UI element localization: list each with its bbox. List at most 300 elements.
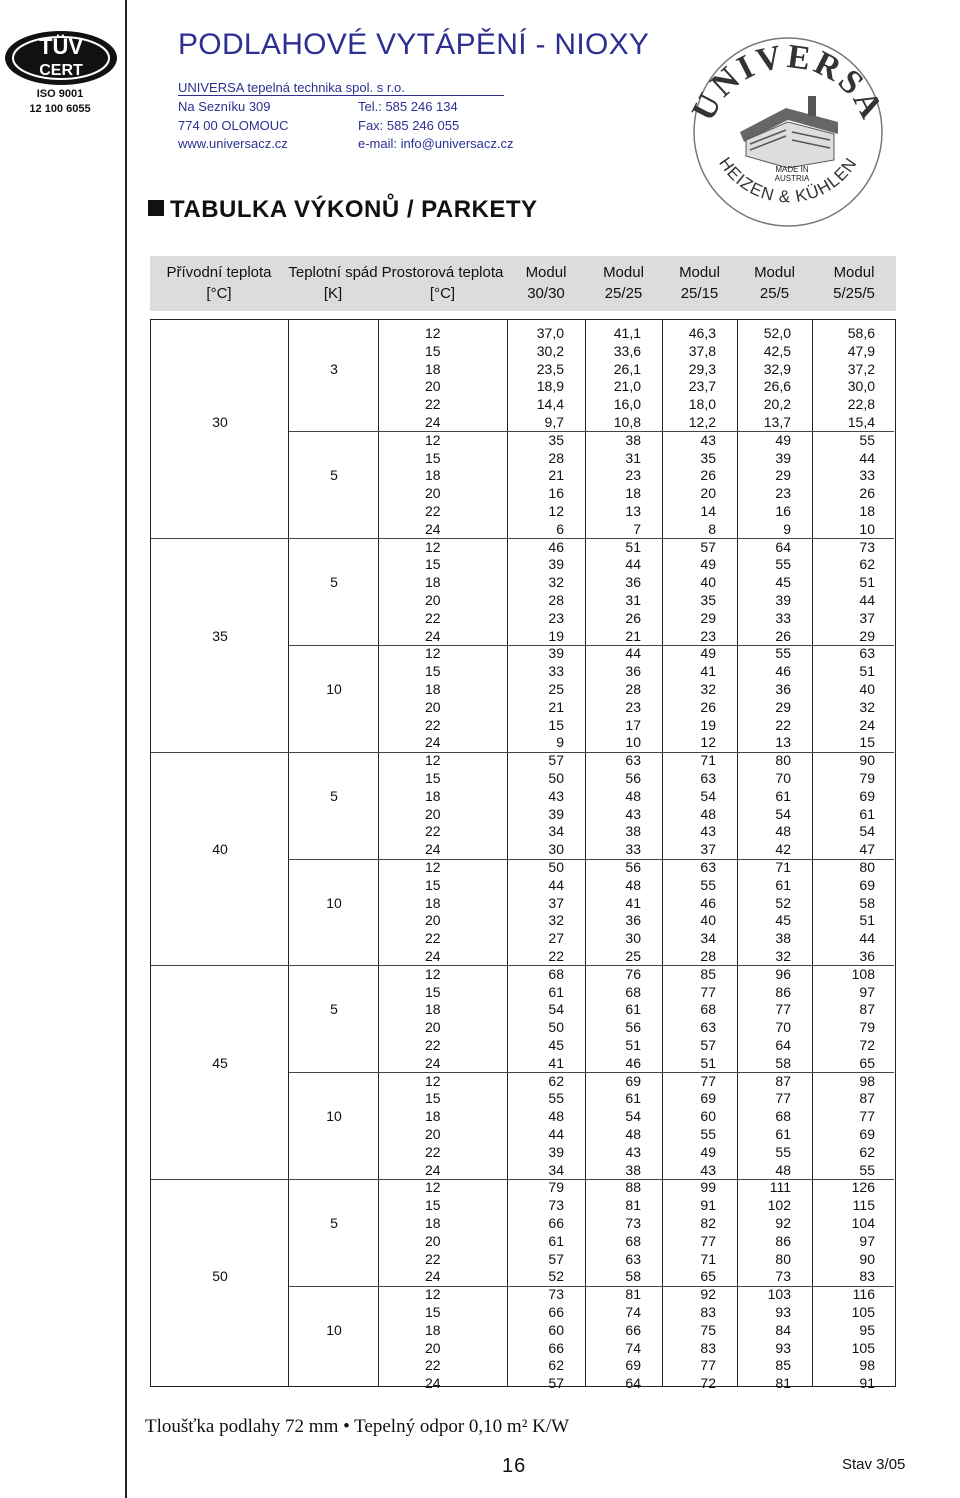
output-value-cell: 36 [859, 948, 875, 964]
output-value-cell: 51 [625, 1037, 641, 1053]
room-temp-cell: 15 [425, 1197, 441, 1214]
output-value-cell: 35 [700, 592, 716, 608]
output-value-cell: 38 [625, 1161, 641, 1178]
temperature-drop-cell: 10 [326, 1108, 342, 1125]
output-value-cell: 13 [775, 734, 791, 751]
supply-temp-cell: 45 [212, 1054, 228, 1071]
header-unit: 30/30 [527, 285, 565, 302]
output-value-cell: 34 [700, 930, 716, 947]
output-value-cell: 95 [859, 1321, 875, 1338]
output-value-cell: 48 [775, 1161, 791, 1178]
supply-temp-cell: 40 [212, 841, 228, 858]
output-value-cell: 72 [700, 1375, 716, 1392]
temperature-drop-cell: 10 [326, 681, 342, 697]
output-value-cell: 22 [548, 948, 564, 964]
output-value-cell: 81 [625, 1197, 641, 1214]
output-value-cell: 15 [548, 716, 564, 733]
output-value-cell: 81 [625, 1286, 641, 1303]
room-temp-cell: 20 [425, 1232, 441, 1249]
section-title [148, 196, 538, 224]
header-label: Modul [754, 264, 795, 281]
output-value-cell: 69 [859, 876, 875, 893]
room-temp-cell: 20 [425, 1019, 441, 1036]
output-value-cell: 43 [700, 823, 716, 840]
output-value-cell: 17 [625, 716, 641, 733]
header-label: Přívodní teplota [166, 264, 272, 281]
room-temp-cell: 18 [425, 1108, 441, 1125]
room-temp-cell: 22 [425, 396, 441, 413]
table-body [150, 319, 896, 1392]
output-value-cell: 68 [775, 1108, 791, 1125]
output-value-cell: 55 [700, 876, 716, 893]
output-value-cell: 41 [625, 894, 641, 911]
output-value-cell: 30 [625, 930, 641, 947]
output-value-cell: 52 [548, 1268, 564, 1285]
output-value-cell: 48 [625, 1126, 641, 1142]
output-value-cell: 6 [556, 520, 564, 537]
output-value-cell: 71 [700, 752, 716, 769]
output-value-cell: 69 [859, 787, 875, 804]
iso-label: ISO 9001 [36, 88, 84, 100]
output-value-cell: 64 [775, 538, 791, 555]
logo-country: AUSTRIA [774, 174, 810, 183]
output-value-cell: 55 [859, 431, 875, 448]
output-value-cell: 31 [625, 592, 641, 608]
room-temp-cell: 12 [425, 859, 441, 875]
tuv-mark: CERT [39, 62, 83, 79]
output-value-cell: 77 [859, 1108, 875, 1125]
output-value-cell: 108 [851, 965, 875, 982]
output-value-cell: 61 [775, 876, 791, 893]
output-value-cell: 38 [625, 823, 641, 840]
output-value-cell: 68 [625, 1232, 641, 1249]
output-value-cell: 69 [625, 1357, 641, 1374]
output-value-cell: 71 [775, 859, 791, 875]
output-value-cell: 60 [700, 1108, 716, 1125]
room-temp-cell: 22 [425, 1037, 441, 1053]
output-value-cell: 63 [700, 1019, 716, 1036]
room-temp-cell: 12 [425, 965, 441, 982]
output-value-cell: 55 [700, 1126, 716, 1142]
header-label: Prostorová teplota [381, 264, 504, 281]
output-value-cell: 34 [548, 823, 564, 840]
header-cell [662, 262, 737, 304]
output-value-cell: 39 [548, 556, 564, 573]
output-value-cell: 56 [625, 1019, 641, 1036]
room-temp-cell: 20 [425, 1339, 441, 1356]
output-value-cell: 73 [625, 1215, 641, 1231]
room-temp-cell: 18 [425, 467, 441, 484]
supply-temp-cell: 50 [212, 1268, 228, 1285]
output-value-cell: 43 [548, 787, 564, 804]
output-value-cell: 44 [625, 645, 641, 662]
output-value-cell: 83 [700, 1304, 716, 1320]
room-temp-cell: 20 [425, 485, 441, 502]
output-value-cell: 55 [775, 556, 791, 573]
output-value-cell: 20 [700, 485, 716, 502]
output-value-cell: 36 [625, 912, 641, 929]
output-value-cell: 93 [775, 1304, 791, 1320]
output-value-cell: 9 [556, 734, 564, 751]
output-value-cell: 98 [859, 1357, 875, 1374]
output-value-cell: 57 [548, 752, 564, 769]
output-value-cell: 54 [548, 1001, 564, 1018]
output-value-cell: 57 [548, 1375, 564, 1392]
output-value-cell: 40 [859, 681, 875, 697]
output-value-cell: 55 [859, 1161, 875, 1178]
room-temp-cell: 24 [425, 841, 441, 858]
output-value-cell: 56 [625, 859, 641, 875]
room-temp-cell: 22 [425, 1250, 441, 1267]
room-temp-cell: 24 [425, 627, 441, 644]
phone: Tel.: 585 246 134 [358, 99, 458, 114]
output-value-cell: 45 [548, 1037, 564, 1053]
header-cell [585, 262, 662, 304]
table-header [150, 256, 896, 311]
output-value-cell: 103 [767, 1286, 791, 1303]
output-value-cell: 49 [700, 556, 716, 573]
output-value-cell: 19 [548, 627, 564, 644]
output-value-cell: 33 [548, 663, 564, 680]
output-value-cell: 80 [775, 1250, 791, 1267]
output-value-cell: 57 [700, 538, 716, 555]
output-value-cell: 51 [859, 663, 875, 680]
room-temp-cell: 18 [425, 894, 441, 911]
output-value-cell: 70 [775, 770, 791, 786]
room-temp-cell: 15 [425, 449, 441, 466]
page-title: PODLAHOVÉ VYTÁPĚNÍ - NIOXY [178, 28, 650, 61]
output-value-cell: 93 [775, 1339, 791, 1356]
output-value-cell: 15 [859, 734, 875, 751]
output-value-cell: 22,8 [847, 396, 875, 413]
output-value-cell: 44 [625, 556, 641, 573]
output-value-cell: 41 [548, 1054, 564, 1071]
output-value-cell: 48 [625, 787, 641, 804]
output-value-cell: 54 [625, 1108, 641, 1125]
output-value-cell: 62 [859, 1143, 875, 1160]
header-label: Modul [603, 264, 644, 281]
output-value-cell: 87 [775, 1072, 791, 1089]
output-value-cell: 61 [625, 1090, 641, 1107]
output-value-cell: 39 [548, 805, 564, 822]
room-temp-cell: 24 [425, 1375, 441, 1392]
output-value-cell: 44 [548, 1126, 564, 1142]
output-value-cell: 81 [775, 1375, 791, 1392]
room-temp-cell: 12 [425, 431, 441, 448]
output-value-cell: 80 [859, 859, 875, 875]
output-value-cell: 21 [548, 698, 564, 715]
header-label: Modul [833, 264, 875, 281]
output-value-cell: 26,6 [763, 378, 791, 395]
output-value-cell: 56 [625, 770, 641, 786]
output-value-cell: 90 [859, 752, 875, 769]
output-value-cell: 55 [775, 645, 791, 662]
output-value-cell: 39 [775, 592, 791, 608]
output-value-cell: 23 [625, 467, 641, 484]
supply-temp-cell: 30 [212, 414, 228, 430]
room-temp-cell: 15 [425, 876, 441, 893]
output-value-cell: 38 [775, 930, 791, 947]
output-value-cell: 126 [851, 1179, 875, 1196]
output-value-cell: 69 [859, 1126, 875, 1142]
output-value-cell: 37 [700, 841, 716, 858]
universa-logo [688, 20, 888, 230]
output-value-cell: 79 [859, 770, 875, 786]
output-value-cell: 37,8 [688, 342, 716, 359]
output-value-cell: 41 [700, 663, 716, 680]
output-value-cell: 46 [625, 1054, 641, 1071]
header-label: Teplotní spád [288, 264, 378, 281]
output-value-cell: 47 [859, 841, 875, 858]
room-temp-cell: 22 [425, 930, 441, 947]
output-value-cell: 21,0 [613, 378, 641, 395]
email: e-mail: info@universacz.cz [358, 136, 514, 151]
output-value-cell: 92 [700, 1286, 716, 1303]
output-value-cell: 45 [775, 912, 791, 929]
output-value-cell: 58,6 [847, 325, 875, 341]
header-cell [812, 262, 896, 304]
output-value-cell: 12,2 [688, 414, 716, 430]
output-value-cell: 58 [775, 1054, 791, 1071]
output-value-cell: 51 [625, 538, 641, 555]
output-value-cell: 48 [548, 1108, 564, 1125]
room-temp-cell: 20 [425, 698, 441, 715]
output-value-cell: 29 [859, 627, 875, 644]
output-value-cell: 44 [548, 876, 564, 893]
supply-temp-cell: 35 [212, 627, 228, 644]
output-value-cell: 40 [700, 912, 716, 929]
output-value-cell: 23 [775, 485, 791, 502]
output-value-cell: 62 [548, 1072, 564, 1089]
output-value-cell: 42 [775, 841, 791, 858]
output-value-cell: 41,1 [613, 325, 641, 341]
output-value-cell: 42,5 [763, 342, 791, 359]
output-value-cell: 61 [775, 1126, 791, 1142]
output-value-cell: 34 [548, 1161, 564, 1178]
output-value-cell: 51 [859, 912, 875, 929]
output-value-cell: 30,2 [536, 342, 564, 359]
output-value-cell: 25 [625, 948, 641, 964]
room-temp-cell: 24 [425, 1054, 441, 1071]
header-unit: [K] [323, 285, 343, 302]
output-value-cell: 32 [548, 912, 564, 929]
output-value-cell: 52 [775, 894, 791, 911]
output-value-cell: 87 [859, 1001, 875, 1018]
temperature-drop-cell: 5 [330, 574, 338, 591]
room-temp-cell: 18 [425, 574, 441, 591]
output-value-cell: 92 [775, 1215, 791, 1231]
output-value-cell: 77 [700, 1232, 716, 1249]
header-cell [150, 262, 288, 304]
room-temp-cell: 15 [425, 342, 441, 359]
output-value-cell: 104 [851, 1215, 875, 1231]
temperature-drop-cell: 3 [330, 360, 338, 377]
output-value-cell: 96 [775, 965, 791, 982]
output-value-cell: 49 [775, 431, 791, 448]
room-temp-cell: 24 [425, 948, 441, 964]
room-temp-cell: 18 [425, 1321, 441, 1338]
output-value-cell: 72 [859, 1037, 875, 1053]
output-value-cell: 97 [859, 983, 875, 1000]
output-value-cell: 61 [548, 1232, 564, 1249]
output-value-cell: 63 [700, 859, 716, 875]
output-value-cell: 58 [859, 894, 875, 911]
square-bullet-icon [148, 200, 164, 216]
output-value-cell: 51 [700, 1054, 716, 1071]
output-value-cell: 91 [700, 1197, 716, 1214]
logo-slogan: HEIZEN & KÜHLEN [715, 153, 861, 207]
output-value-cell: 116 [852, 1286, 875, 1303]
output-value-cell: 13 [625, 503, 641, 519]
output-value-cell: 32 [700, 681, 716, 697]
output-value-cell: 32 [548, 574, 564, 591]
company-name: UNIVERSA tepelná technika spol. s r.o. [178, 80, 405, 95]
output-value-cell: 90 [859, 1250, 875, 1267]
header-unit: 25/25 [604, 285, 643, 302]
output-value-cell: 33 [625, 841, 641, 858]
output-value-cell: 70 [775, 1019, 791, 1036]
output-value-cell: 39 [775, 449, 791, 466]
output-value-cell: 44 [859, 449, 875, 466]
output-value-cell: 8 [708, 520, 716, 537]
logo-brand: UNIVERSA [688, 38, 888, 127]
output-value-cell: 7 [633, 520, 641, 537]
room-temp-cell: 22 [425, 609, 441, 626]
output-value-cell: 48 [625, 876, 641, 893]
room-temp-cell: 22 [425, 1357, 441, 1374]
output-value-cell: 12 [548, 503, 564, 519]
output-value-cell: 47,9 [847, 342, 875, 359]
output-value-cell: 61 [625, 1001, 641, 1018]
output-value-cell: 111 [769, 1179, 791, 1196]
output-value-cell: 74 [625, 1304, 641, 1320]
left-margin-rule [125, 0, 127, 1498]
output-value-cell: 66 [625, 1321, 641, 1338]
output-value-cell: 33 [775, 609, 791, 626]
temperature-drop-cell: 10 [326, 1321, 342, 1338]
room-temp-cell: 22 [425, 823, 441, 840]
output-value-cell: 79 [548, 1179, 564, 1196]
output-value-cell: 115 [852, 1197, 875, 1214]
output-value-cell: 37 [859, 609, 875, 626]
output-value-cell: 77 [700, 983, 716, 1000]
output-value-cell: 65 [700, 1268, 716, 1285]
output-value-cell: 65 [859, 1054, 875, 1071]
header-label: Modul [525, 264, 567, 281]
output-value-cell: 27 [548, 930, 564, 947]
room-temp-cell: 18 [425, 360, 441, 377]
output-value-cell: 62 [548, 1357, 564, 1374]
output-value-cell: 18,9 [536, 378, 564, 395]
output-value-cell: 14 [700, 503, 716, 519]
section-title-text: TABULKA VÝKONŮ / PARKETY [170, 196, 538, 223]
room-temp-cell: 12 [425, 752, 441, 769]
output-value-cell: 18 [625, 485, 641, 502]
room-temp-cell: 12 [425, 1179, 441, 1196]
output-value-cell: 37,0 [536, 325, 564, 341]
output-value-cell: 16 [775, 503, 791, 519]
output-value-cell: 49 [700, 1143, 716, 1160]
output-value-cell: 63 [700, 770, 716, 786]
output-value-cell: 33,6 [613, 342, 641, 359]
header-unit: 25/5 [759, 285, 790, 302]
output-value-cell: 30 [548, 841, 564, 858]
output-value-cell: 10 [859, 520, 875, 537]
output-value-cell: 98 [859, 1072, 875, 1089]
output-value-cell: 88 [625, 1179, 641, 1196]
header-unit: 5/25/5 [833, 285, 875, 302]
output-value-cell: 57 [548, 1250, 564, 1267]
output-value-cell: 46 [548, 538, 564, 555]
output-value-cell: 57 [700, 1037, 716, 1053]
output-value-cell: 33 [859, 467, 875, 484]
header-unit: 25/15 [680, 285, 719, 302]
output-value-cell: 80 [775, 752, 791, 769]
output-value-cell: 54 [700, 787, 716, 804]
output-value-cell: 37 [548, 894, 564, 911]
output-value-cell: 60 [548, 1321, 564, 1338]
output-value-cell: 26 [625, 609, 641, 626]
room-temp-cell: 15 [425, 1090, 441, 1107]
output-value-cell: 29 [700, 609, 716, 626]
output-value-cell: 39 [548, 1143, 564, 1160]
output-value-cell: 46 [700, 894, 716, 911]
output-value-cell: 84 [775, 1321, 791, 1338]
tuv-brand: TÜV [39, 34, 83, 59]
output-value-cell: 26,1 [613, 360, 641, 377]
output-value-cell: 73 [775, 1268, 791, 1285]
output-value-cell: 91 [859, 1375, 875, 1392]
room-temp-cell: 15 [425, 770, 441, 786]
header-cell [378, 262, 507, 304]
output-value-cell: 68 [700, 1001, 716, 1018]
room-temp-cell: 18 [425, 1001, 441, 1018]
output-value-cell: 28 [548, 449, 564, 466]
output-value-cell: 66 [548, 1304, 564, 1320]
output-value-cell: 20,2 [763, 396, 791, 413]
header-unit: [°C] [429, 285, 456, 302]
output-value-cell: 32 [859, 698, 875, 715]
output-value-cell: 50 [548, 770, 564, 786]
version-stamp: Stav 3/05 [842, 1456, 906, 1473]
header-cell [288, 262, 378, 304]
room-temp-cell: 12 [425, 538, 441, 555]
cert-number: 12 100 6055 [29, 103, 91, 115]
output-value-cell: 23,5 [536, 360, 564, 377]
output-value-cell: 63 [625, 1250, 641, 1267]
output-value-cell: 97 [859, 1232, 875, 1249]
output-value-cell: 29 [775, 467, 791, 484]
output-value-cell: 77 [775, 1090, 791, 1107]
output-value-cell: 29,3 [688, 360, 716, 377]
output-value-cell: 68 [625, 983, 641, 1000]
room-temp-cell: 12 [425, 325, 441, 341]
output-value-cell: 26 [700, 698, 716, 715]
page-number: 16 [502, 1455, 527, 1477]
output-value-cell: 28 [548, 592, 564, 608]
output-value-cell: 19 [700, 716, 716, 733]
output-value-cell: 43 [625, 1143, 641, 1160]
output-value-cell: 85 [700, 965, 716, 982]
output-value-cell: 85 [775, 1357, 791, 1374]
output-value-cell: 32 [775, 948, 791, 964]
output-value-cell: 9 [783, 520, 791, 537]
room-temp-cell: 15 [425, 983, 441, 1000]
header-cell [737, 262, 812, 304]
output-value-cell: 48 [700, 805, 716, 822]
output-value-cell: 43 [625, 805, 641, 822]
output-value-cell: 79 [859, 1019, 875, 1036]
